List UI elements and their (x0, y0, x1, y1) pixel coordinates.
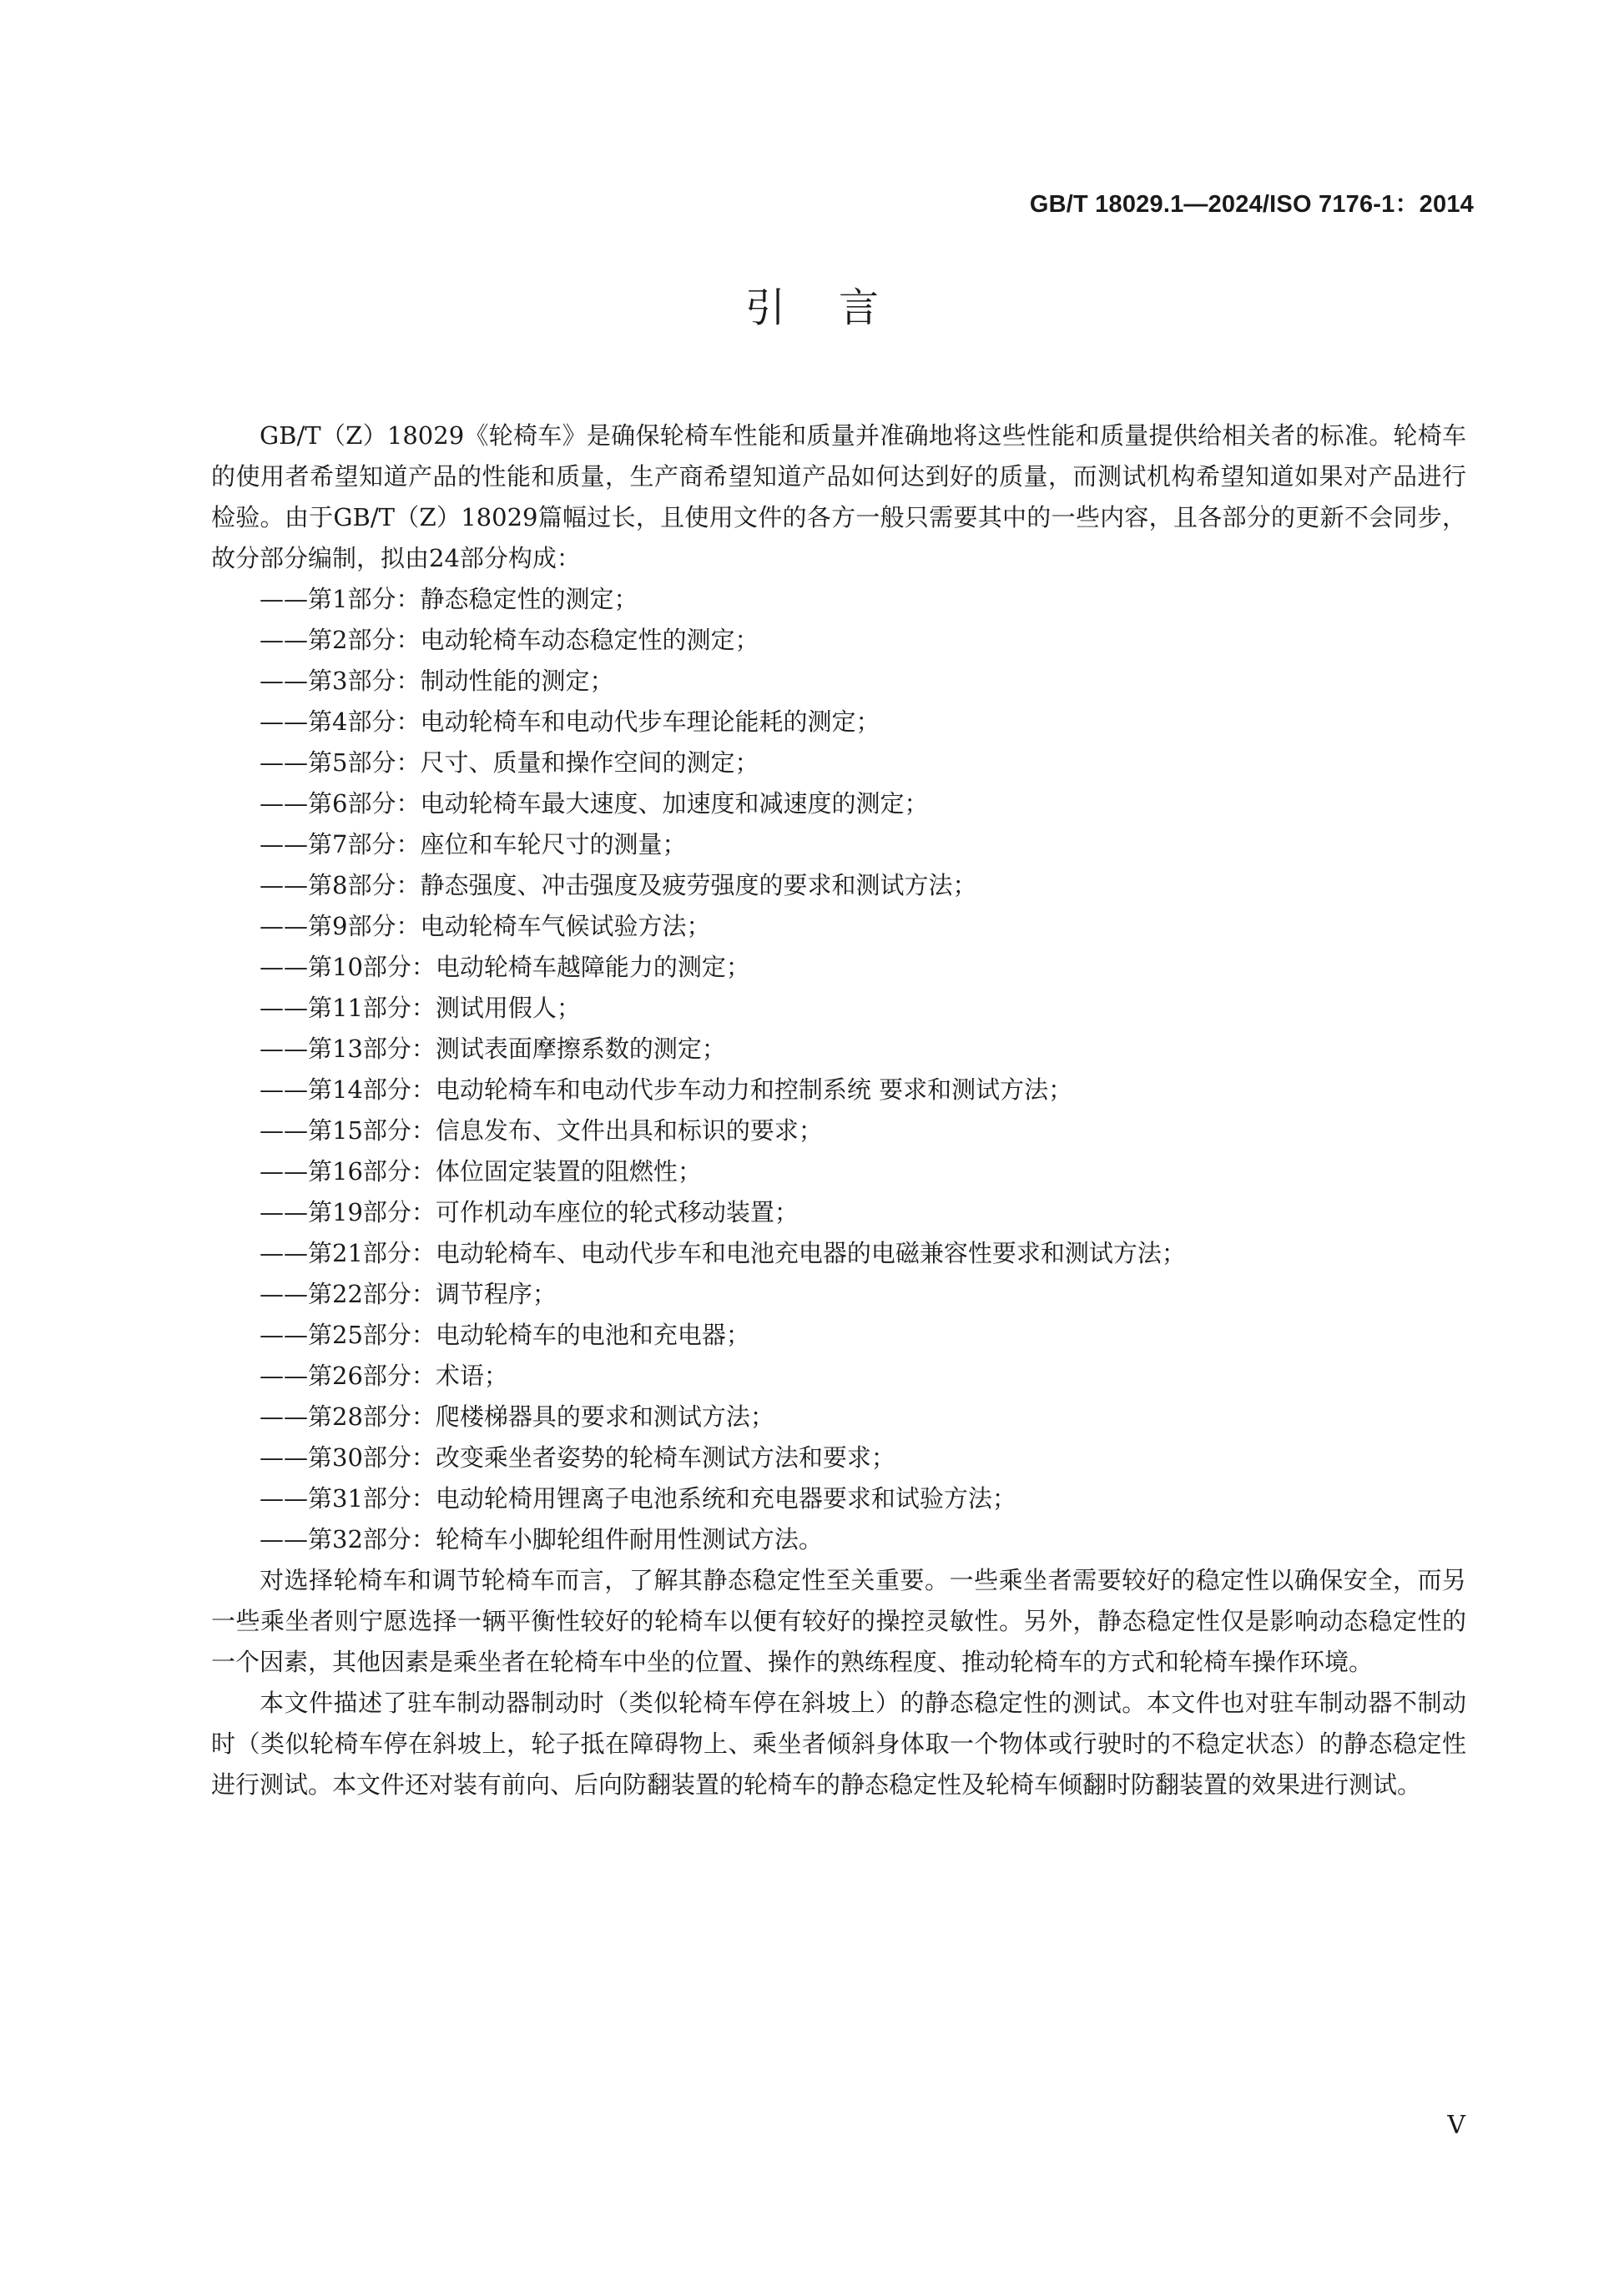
standard-code: GB/T 18029.1—2024/ISO 7176-1：2014 (1029, 191, 1474, 218)
list-item: ——第3部分：制动性能的测定； (260, 667, 614, 695)
stability-paragraph: 对选择轮椅车和调节轮椅车而言，了解其静态稳定性至关重要。一些乘坐者需要较好的稳定性以确保安全，而另一些乘坐者则宁愿选择一辆平衡性较好的轮椅车以便有较好的操控灵敏性。另外，静态稳定性仅是影响动态稳定性的一个因素，其他因素是乘坐者在轮椅车中坐的位置、操作的熟练程度、推动轮椅车的方式和轮椅车操作环境。 (211, 1566, 1466, 1676)
list-item: ——第7部分：座位和车轮尺寸的测量； (260, 830, 687, 858)
scope-paragraph: 本文件描述了驻车制动器制动时（类似轮椅车停在斜坡上）的静态稳定性的测试。本文件也对驻车制动器不制动时（类似轮椅车停在斜坡上，轮子抵在障碍物上、乘坐者倾斜身体取一个物体或行驶时的不稳定状态）的静态稳定性进行测试。本文件还对装有前向、后向防翻装置的轮椅车的静态稳定性及轮椅车倾翻时防翻装置的效果进行测试。 (211, 1689, 1466, 1799)
document-body (211, 415, 1466, 1805)
list-item: ——第25部分：电动轮椅车的电池和充电器； (260, 1321, 750, 1349)
list-item: ——第30部分：改变乘坐者姿势的轮椅车测试方法和要求； (260, 1443, 895, 1472)
intro-paragraph: GB/T（Z）18029《轮椅车》是确保轮椅车性能和质量并准确地将这些性能和质量提供给相关者的标准。轮椅车的使用者希望知道产品的性能和质量，生产商希望知道产品如何达到好的质量，而测试机构希望知道如果对产品进行检验。由于GB/T（Z）18029篇幅过长，且使用文件的各方一般只需要其中的一些内容，且各部分的更新不会同步，故分部分编制，拟由24部分构成： (211, 421, 1466, 572)
list-item: ——第28部分：爬楼梯器具的要求和测试方法； (260, 1402, 774, 1431)
list-item: ——第31部分：电动轮椅用锂离子电池系统和充电器要求和试验方法； (260, 1484, 1016, 1513)
list-item: ——第8部分：静态强度、冲击强度及疲劳强度的要求和测试方法； (260, 871, 977, 899)
list-item: ——第1部分：静态稳定性的测定； (260, 585, 638, 613)
list-item: ——第15部分：信息发布、文件出具和标识的要求； (260, 1116, 823, 1145)
list-item: ——第4部分：电动轮椅车和电动代步车理论能耗的测定； (260, 707, 880, 736)
list-item: ——第5部分：尺寸、质量和操作空间的测定； (260, 748, 759, 777)
list-item: ——第19部分：可作机动车座位的轮式移动装置； (260, 1198, 799, 1226)
list-item: ——第16部分：体位固定装置的阻燃性； (260, 1157, 702, 1186)
list-item: ——第21部分：电动轮椅车、电动代步车和电池充电器的电磁兼容性要求和测试方法； (260, 1239, 1186, 1267)
list-item: ——第6部分：电动轮椅车最大速度、加速度和减速度的测定； (260, 789, 929, 818)
list-item: ——第10部分：电动轮椅车越障能力的测定； (260, 953, 750, 981)
list-item: ——第32部分：轮椅车小脚轮组件耐用性测试方法。 (260, 1525, 823, 1553)
page-number: V (1447, 2111, 1465, 2140)
list-item: ——第13部分：测试表面摩擦系数的测定； (260, 1035, 726, 1063)
list-item: ——第14部分：电动轮椅车和电动代步车动力和控制系统 要求和测试方法； (260, 1075, 1073, 1104)
list-item: ——第9部分：电动轮椅车气候试验方法； (260, 912, 711, 940)
list-item: ——第2部分：电动轮椅车动态稳定性的测定； (260, 626, 759, 654)
parts-list (211, 579, 1466, 1560)
list-item: ——第11部分：测试用假人； (260, 994, 581, 1022)
list-item: ——第26部分：术语； (260, 1362, 508, 1390)
page-title: 引言 (744, 284, 932, 331)
list-item: ——第22部分：调节程序； (260, 1280, 557, 1308)
